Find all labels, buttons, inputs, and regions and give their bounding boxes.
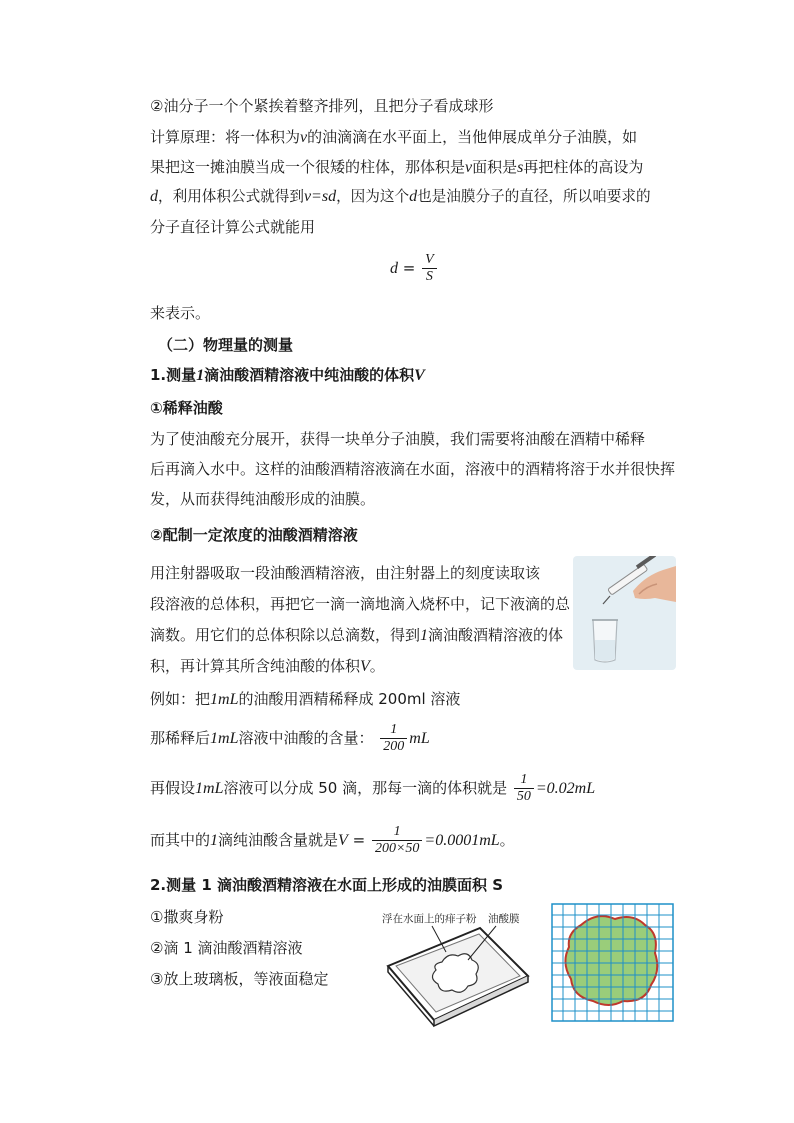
label-powder: 浮在水面上的痱子粉	[382, 913, 477, 925]
paragraph-dilute-line1: 为了使油酸充分展开，获得一块单分子油膜，我们需要将油酸在酒精中稀释	[150, 430, 646, 448]
paragraph-expression: 来表示。	[150, 304, 211, 322]
paragraph-prepare-line4: 积，再计算其所含纯油酸的体积V。	[150, 657, 385, 675]
paragraph-prepare-line3: 滴数。用它们的总体积除以总滴数，得到1滴油酸酒精溶液的体	[150, 626, 564, 644]
paragraph-principle-line3: d，利用体积公式就得到v=sd，因为这个d也是油膜分子的直径，所以咱要求的	[150, 188, 651, 205]
label-oil-film: 油酸膜	[488, 913, 520, 925]
tray-diagram	[382, 906, 534, 1028]
paragraph-dilute-line3: 发，从而获得纯油酸形成的油膜。	[150, 490, 376, 508]
heading-measure-volume: 1.测量1滴油酸酒精溶液中纯油酸的体积V	[150, 366, 425, 384]
example-line4: 而其中的1滴纯油酸含量就是V = $\frac{1}{200\times 50}$ =0.0001mL。	[150, 824, 515, 856]
section-heading-measurement: （二）物理量的测量	[158, 336, 294, 354]
grid-diagram	[551, 903, 674, 1022]
beaker-liquid	[595, 640, 615, 661]
diameter-formula: d = $\frac{V}{S}$	[390, 252, 439, 285]
heading-measure-area: 2.测量 1 滴油酸酒精溶液在水面上形成的油膜面积 S	[150, 876, 504, 894]
example-line2: 那稀释后1mL溶液中油酸的含量： $\frac{1}{200}$ mL	[150, 722, 430, 754]
heading-dilute: ①稀释油酸	[150, 399, 223, 417]
paragraph-assumption: ②油分子一个个紧挨着整齐排列，且把分子看成球形	[150, 97, 494, 115]
example-line3: 再假设1mL溶液可以分成 50 滴，那每一滴的体积就是 $\frac{1}{50}$ =0.02mL	[150, 772, 596, 804]
heading-prepare-solution: ②配制一定浓度的油酸酒精溶液	[150, 526, 358, 544]
example-line1: 例如：把1mL的油酸用酒精稀释成 200ml 溶液	[150, 690, 461, 708]
step-place-glass: ③放上玻璃板，等液面稳定	[150, 970, 329, 988]
paragraph-prepare-line1: 用注射器吸取一段油酸酒精溶液，由注射器上的刻度读取该	[150, 564, 541, 582]
syringe-photo	[573, 556, 676, 670]
step-sprinkle-powder: ①撒爽身粉	[150, 908, 224, 926]
paragraph-prepare-line2: 段溶液的总体积，再把它一滴一滴地滴入烧杯中，记下液滴的总	[150, 595, 571, 613]
step-drop-solution: ②滴 1 滴油酸酒精溶液	[150, 939, 303, 957]
paragraph-dilute-line2: 后再滴入水中。这样的油酸酒精溶液滴在水面，溶液中的酒精将溶于水并很快挥	[150, 460, 676, 478]
paragraph-principle-line2: 果把这一摊油膜当成一个很矮的柱体，那体积是v面积是s再把柱体的高设为	[150, 158, 644, 176]
paragraph-principle-line4: 分子直径计算公式就能用	[150, 218, 316, 236]
paragraph-principle-line1: 计算原理：将一体积为v的油滴滴在水平面上，当他伸展成单分子油膜，如	[150, 128, 638, 146]
